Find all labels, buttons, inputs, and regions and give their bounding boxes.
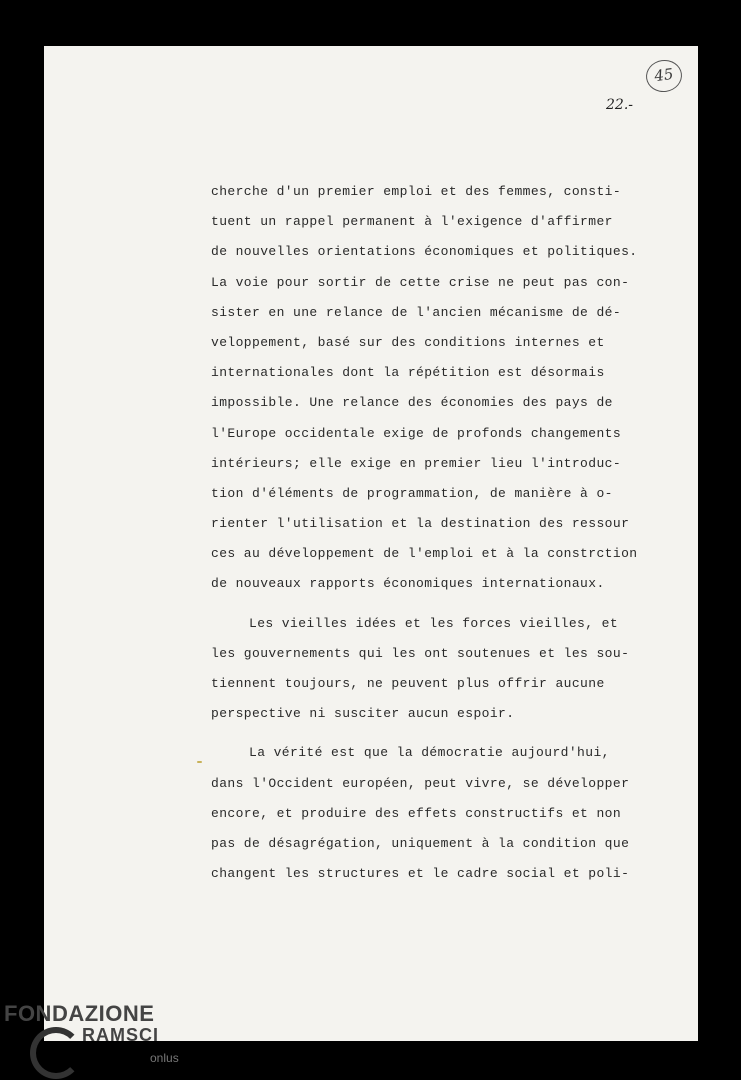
margin-mark [197, 761, 202, 763]
text-line: tiennent toujours, ne peuvent plus offrir aucune [211, 676, 605, 691]
text-line: de nouvelles orientations économiques et politiques. [211, 244, 638, 260]
text-line: impossible. Une relance des économies des pays de [211, 395, 613, 411]
watermark-logo [4, 997, 194, 1077]
text-line: tion d'éléments de programmation, de manière à o- [211, 485, 613, 501]
text-line: tuent un rappel permanent à l'exigence d'affirmer [211, 214, 613, 230]
text-line: ces au développement de l'emploi et à la constrction [211, 546, 638, 562]
paragraph-gap [211, 729, 651, 738]
paragraph-gap [211, 600, 651, 609]
text-line: rienter l'utilisation et la destination des ressour [211, 516, 630, 532]
paragraph [211, 609, 651, 730]
body-text [211, 177, 651, 889]
text-line: encore, et produire des effets constructifs et non [211, 805, 622, 821]
text-line: La vérité est que la démocratie aujourd'hui, [249, 745, 610, 761]
brand-g-icon [30, 1027, 82, 1079]
paragraph [211, 177, 651, 600]
brand-name-top: FONDAZIONE [4, 1001, 155, 1026]
folio-number: 45 [653, 64, 675, 86]
text-line: La voie pour sortir de cette crise ne peut pas con- [211, 274, 630, 290]
text-line: de nouveaux rapports économiques internationaux. [211, 576, 605, 592]
text-line: pas de désagrégation, uniquement à la condition que [211, 835, 630, 851]
paragraph [211, 738, 651, 889]
text-line: les gouvernements qui les ont soutenues et les sou- [211, 645, 630, 661]
text-line: veloppement, basé sur des conditions internes et [211, 334, 605, 350]
page-number: 22.- [606, 97, 633, 113]
text-line: cherche d'un premier emploi et des femmes, consti- [211, 184, 622, 199]
text-line: dans l'Occident européen, peut vivre, se développer [211, 775, 630, 791]
text-line: Les vieilles idées et les forces vieilles, et [249, 615, 619, 631]
brand-name-bottom: RAMSCI [82, 1025, 159, 1045]
text-line: perspective ni susciter aucun espoir. [211, 706, 515, 722]
brand-subtitle: onlus [150, 1051, 179, 1065]
text-line: internationales dont la répétition est désormais [211, 365, 605, 381]
text-line: changent les structures et le cadre social et poli- [211, 866, 630, 882]
text-line: sister en une relance de l'ancien mécanisme de dé- [211, 304, 622, 320]
text-line: intérieurs; elle exige en premier lieu l'introduc- [211, 455, 622, 471]
text-line: l'Europe occidentale exige de profonds changements [211, 425, 622, 441]
